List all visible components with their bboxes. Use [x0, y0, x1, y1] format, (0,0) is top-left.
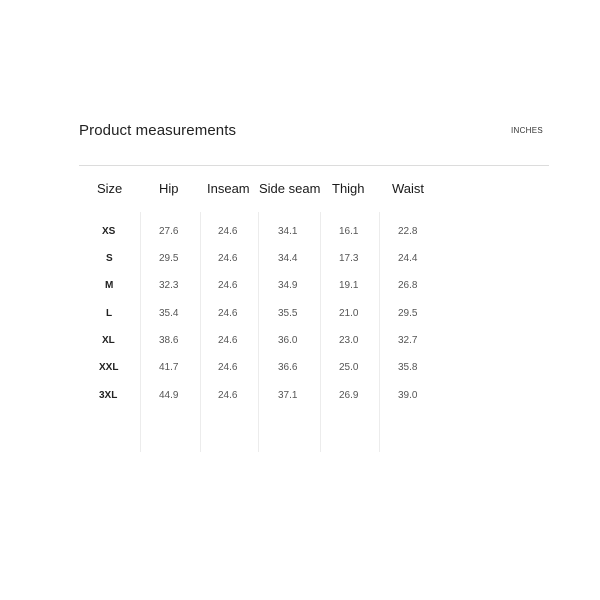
cell-size-l: L [106, 308, 113, 319]
cell-side-seam: 36.0 [278, 335, 298, 346]
cell-inseam: 24.6 [218, 253, 238, 264]
cell-side-seam: 34.4 [278, 253, 298, 264]
cell-side-seam: 36.6 [278, 362, 298, 373]
cell-thigh: 23.0 [339, 335, 359, 346]
divider [79, 165, 549, 166]
cell-inseam: 24.6 [218, 280, 238, 291]
cell-waist: 32.7 [398, 335, 418, 346]
cell-waist: 22.8 [398, 226, 418, 237]
cell-size-xl: XL [102, 335, 115, 346]
cell-thigh: 17.3 [339, 253, 359, 264]
column-header-size: Size [97, 181, 123, 196]
cell-thigh: 25.0 [339, 362, 359, 373]
cell-inseam: 24.6 [218, 226, 238, 237]
cell-size-m: M [105, 280, 114, 291]
cell-size-s: S [106, 253, 113, 264]
column-separator [320, 212, 321, 452]
column-header-inseam: Inseam [207, 181, 250, 196]
cell-side-seam: 35.5 [278, 308, 298, 319]
cell-hip: 38.6 [159, 335, 179, 346]
cell-inseam: 24.6 [218, 308, 238, 319]
cell-waist: 24.4 [398, 253, 418, 264]
column-header-thigh: Thigh [332, 181, 365, 196]
column-header-waist: Waist [392, 181, 425, 196]
cell-side-seam: 34.9 [278, 280, 298, 291]
cell-hip: 32.3 [159, 280, 179, 291]
cell-thigh: 19.1 [339, 280, 359, 291]
page-title: Product measurements [79, 122, 237, 139]
unit-toggle[interactable]: INCHES [511, 126, 544, 135]
cell-inseam: 24.6 [218, 362, 238, 373]
cell-side-seam: 37.1 [278, 390, 298, 401]
column-separator [140, 212, 141, 452]
cell-thigh: 26.9 [339, 390, 359, 401]
cell-size-xxl: XXL [99, 362, 119, 373]
cell-hip: 44.9 [159, 390, 179, 401]
column-separator [379, 212, 380, 452]
cell-side-seam: 34.1 [278, 226, 298, 237]
cell-thigh: 21.0 [339, 308, 359, 319]
cell-hip: 29.5 [159, 253, 179, 264]
cell-size-3xl: 3XL [99, 390, 118, 401]
cell-thigh: 16.1 [339, 226, 359, 237]
cell-waist: 35.8 [398, 362, 418, 373]
column-header-side-seam: Side seam [259, 181, 321, 196]
column-separator [200, 212, 201, 452]
cell-hip: 27.6 [159, 226, 179, 237]
cell-inseam: 24.6 [218, 390, 238, 401]
column-header-hip: Hip [159, 181, 179, 196]
cell-waist: 39.0 [398, 390, 418, 401]
cell-waist: 29.5 [398, 308, 418, 319]
cell-hip: 35.4 [159, 308, 179, 319]
column-separator [258, 212, 259, 452]
cell-waist: 26.8 [398, 280, 418, 291]
cell-hip: 41.7 [159, 362, 179, 373]
cell-inseam: 24.6 [218, 335, 238, 346]
cell-size-xs: XS [102, 226, 116, 237]
